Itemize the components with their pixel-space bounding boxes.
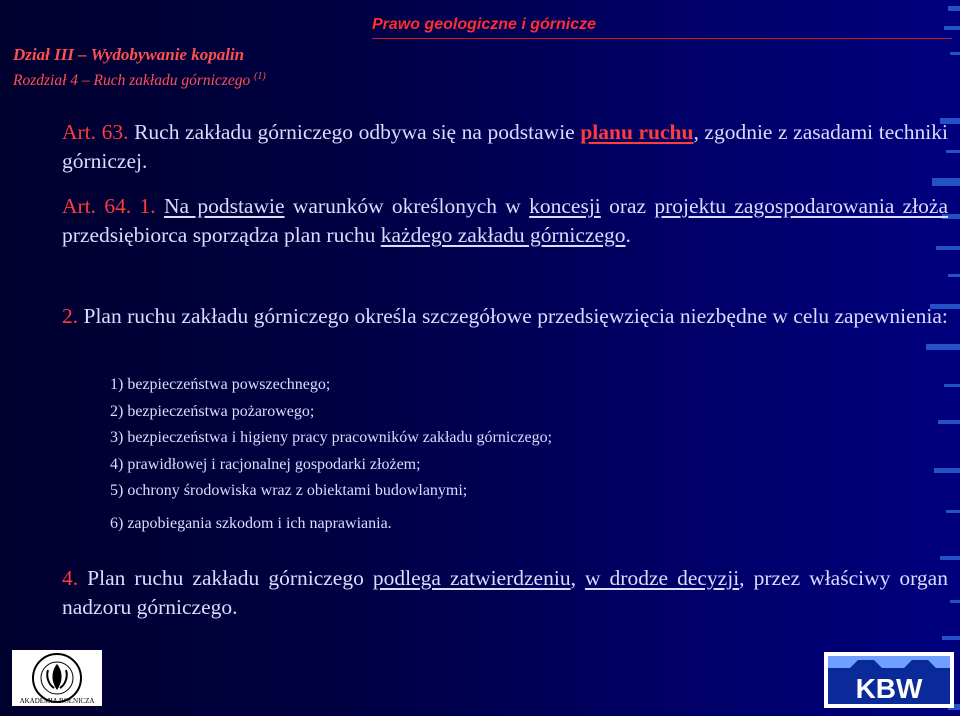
para-2-text: Plan ruchu zakładu górniczego określa szczegółowe przedsięwzięcia niezbędne w celu zapewnienia: bbox=[78, 304, 948, 328]
list-item: 3) bezpieczeństwa i higieny pracy pracowników zakładu górniczego; bbox=[110, 429, 553, 446]
para-1-text-2: oraz bbox=[600, 194, 655, 218]
article-63-text-end: , zgodnie z zasadami techniki górniczej. bbox=[62, 120, 948, 173]
chapter-title: Rozdział 4 – Ruch zakładu górniczego bbox=[13, 72, 251, 90]
link-podlega-zatwierdzeniu[interactable]: podlega zatwierdzeniu bbox=[372, 566, 571, 590]
list-item: 1) bezpieczeństwa powszechnego; bbox=[110, 376, 331, 393]
safety-list bbox=[110, 372, 552, 537]
kbw-logo bbox=[824, 652, 954, 708]
section-subtitle bbox=[13, 66, 266, 92]
link-plan-ruchu[interactable]: planu ruchu bbox=[580, 120, 694, 144]
para-4-text-2: , bbox=[570, 566, 585, 590]
article-64-label: Art. 64. bbox=[62, 194, 132, 218]
list-item: 6) zapobiegania szkodom i ich naprawiania. bbox=[110, 514, 392, 532]
list-item: 4) prawidłowej i racjonalnej gospodarki złożem; bbox=[110, 455, 421, 473]
link-projektu-zagospodarowania[interactable]: projektu zagospodarowania złoża bbox=[654, 194, 948, 218]
article-63-text: Ruch zakładu górniczego odbywa się na podstawie bbox=[128, 120, 581, 144]
section-heading bbox=[13, 44, 266, 92]
para-1-text-4: . bbox=[625, 223, 631, 247]
para-4-text-1: Plan ruchu zakładu górniczego bbox=[78, 566, 373, 590]
link-na-podstawie[interactable]: Na podstawie bbox=[163, 194, 285, 218]
kbw-logo-box bbox=[824, 652, 954, 708]
paragraph-4-number: 4. bbox=[62, 566, 79, 590]
link-koncesji[interactable]: koncesji bbox=[529, 194, 601, 218]
article-63 bbox=[62, 118, 948, 176]
academy-seal-logo bbox=[12, 650, 102, 706]
list-item: 5) ochrony środowiska wraz z obiektami budowlanymi; bbox=[110, 482, 468, 499]
para-1-text-1: warunków określonych w bbox=[284, 194, 530, 218]
paragraph-1-number: 1. bbox=[131, 194, 164, 218]
section-title: Dział III – Wydobywanie kopalin bbox=[13, 45, 245, 64]
presentation-title: Prawo geologiczne i górnicze bbox=[372, 16, 597, 33]
link-w-drodze-decyzji[interactable]: w drodze decyzji bbox=[584, 566, 740, 590]
list-item: 2) bezpieczeństwa pożarowego; bbox=[110, 402, 315, 420]
article-63-label: Art. 63. bbox=[62, 120, 129, 144]
link-kazdego-zakladu[interactable]: każdego zakładu górniczego bbox=[380, 223, 626, 247]
kbw-logo-text: KBW bbox=[855, 673, 923, 704]
paragraph-2-number: 2. bbox=[62, 304, 79, 328]
academy-logo-text: AKADEMIA ROLNICZA bbox=[19, 697, 95, 705]
para-1-text-3: przedsiębiorca sporządza plan ruchu bbox=[62, 223, 381, 247]
header-divider bbox=[372, 38, 952, 39]
article-64-para-1 bbox=[62, 192, 948, 250]
article-64-para-4 bbox=[62, 564, 948, 622]
article-64-para-2 bbox=[62, 302, 948, 331]
footnote-marker: (1) bbox=[254, 71, 266, 82]
para-4-text-3: , przez właściwy organ nadzoru górniczego. bbox=[62, 566, 948, 619]
academy-logo bbox=[12, 650, 102, 706]
